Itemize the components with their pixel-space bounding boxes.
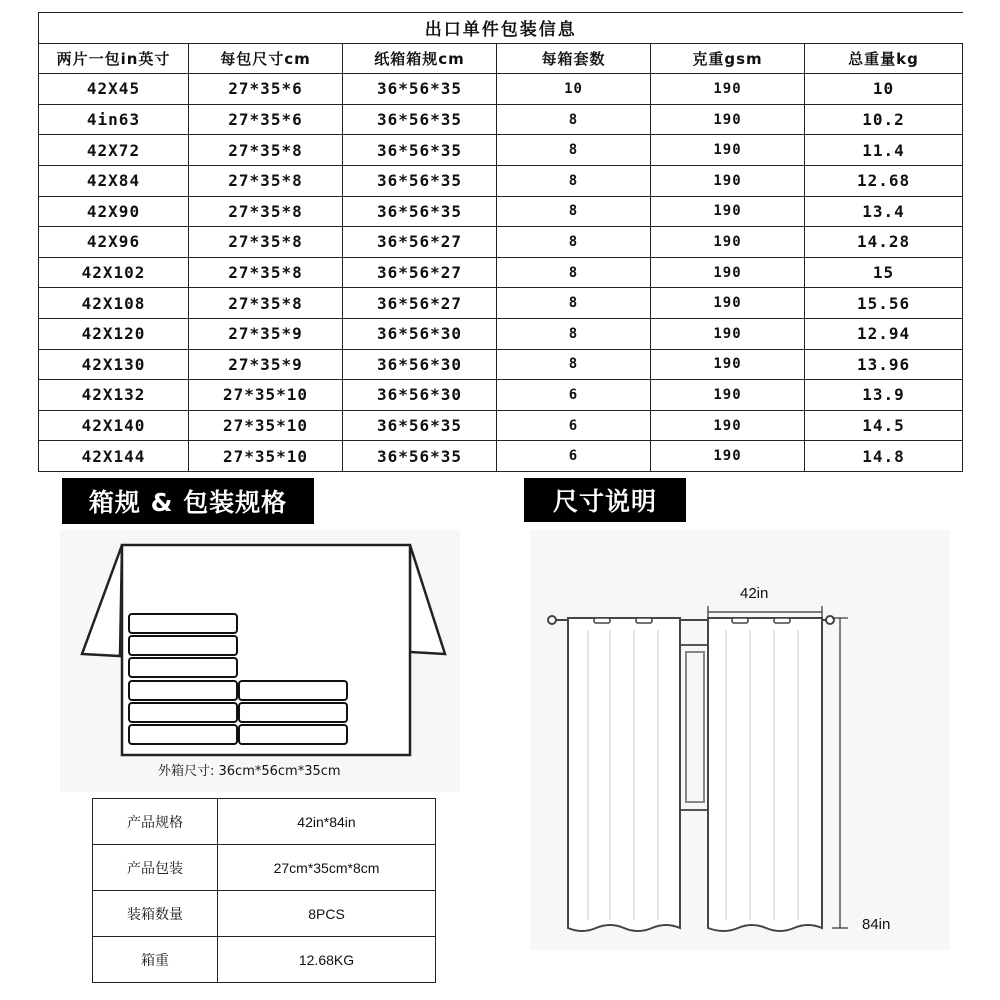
table-cell: 36*56*27 bbox=[343, 227, 497, 258]
table-cell: 8 bbox=[497, 227, 651, 258]
table-cell: 10 bbox=[805, 74, 963, 105]
table-cell: 15.56 bbox=[805, 288, 963, 319]
info-label: 箱重 bbox=[93, 937, 218, 983]
table-cell: 190 bbox=[651, 441, 805, 472]
table-cell: 27*35*6 bbox=[189, 74, 343, 105]
rod-end-left bbox=[548, 616, 556, 624]
width-dimension-line bbox=[708, 606, 822, 618]
table-cell: 13.4 bbox=[805, 196, 963, 227]
table-header-cell: 总重量kg bbox=[805, 43, 963, 74]
table-header-cell: 纸箱箱规cm bbox=[343, 43, 497, 74]
rod-end-right bbox=[826, 616, 834, 624]
info-value: 27cm*35cm*8cm bbox=[218, 845, 436, 891]
table-cell: 42X144 bbox=[39, 441, 189, 472]
pack-6 bbox=[129, 725, 237, 744]
table-cell: 190 bbox=[651, 135, 805, 166]
table-cell: 27*35*8 bbox=[189, 196, 343, 227]
pack-9 bbox=[239, 725, 347, 744]
table-cell: 14.28 bbox=[805, 227, 963, 258]
table-cell: 10.2 bbox=[805, 104, 963, 135]
right-flap bbox=[410, 545, 445, 654]
window-frame bbox=[680, 645, 710, 810]
table-cell: 27*35*10 bbox=[189, 380, 343, 411]
table-cell: 8 bbox=[497, 349, 651, 380]
table-row bbox=[39, 349, 963, 380]
pack-3 bbox=[129, 658, 237, 677]
table-cell: 190 bbox=[651, 318, 805, 349]
table-cell: 27*35*10 bbox=[189, 410, 343, 441]
table-cell: 8 bbox=[497, 104, 651, 135]
table-row bbox=[39, 410, 963, 441]
packing-spec-table bbox=[38, 12, 963, 472]
table-cell: 6 bbox=[497, 380, 651, 411]
table-cell: 27*35*8 bbox=[189, 288, 343, 319]
table-row bbox=[39, 318, 963, 349]
table-cell: 8 bbox=[497, 288, 651, 319]
carton-illustration bbox=[60, 530, 460, 792]
table-cell: 27*35*9 bbox=[189, 318, 343, 349]
info-value: 8PCS bbox=[218, 891, 436, 937]
info-row bbox=[93, 845, 436, 891]
right-curtain-panel bbox=[708, 618, 822, 931]
table-cell: 190 bbox=[651, 227, 805, 258]
pack-7 bbox=[239, 681, 347, 700]
pack-2 bbox=[129, 636, 237, 655]
table-cell: 8 bbox=[497, 318, 651, 349]
table-row bbox=[39, 441, 963, 472]
table-cell: 36*56*35 bbox=[343, 441, 497, 472]
carton-size-caption: 外箱尺寸: 36cm*56cm*35cm bbox=[158, 764, 341, 779]
info-row bbox=[93, 799, 436, 845]
table-cell: 36*56*27 bbox=[343, 257, 497, 288]
table-cell: 27*35*8 bbox=[189, 257, 343, 288]
table-cell: 27*35*8 bbox=[189, 135, 343, 166]
table-cell: 12.68 bbox=[805, 165, 963, 196]
left-curtain-panel bbox=[568, 618, 680, 931]
table-cell: 27*35*9 bbox=[189, 349, 343, 380]
table-row bbox=[39, 165, 963, 196]
table-row bbox=[39, 257, 963, 288]
table-cell: 42X120 bbox=[39, 318, 189, 349]
table-cell: 36*56*30 bbox=[343, 318, 497, 349]
table-cell: 42X140 bbox=[39, 410, 189, 441]
table-caption-row bbox=[39, 13, 963, 44]
width-label: 42in bbox=[740, 585, 769, 602]
table-cell: 4in63 bbox=[39, 104, 189, 135]
table-cell: 190 bbox=[651, 349, 805, 380]
table-cell: 27*35*8 bbox=[189, 227, 343, 258]
table-row bbox=[39, 288, 963, 319]
table-cell: 190 bbox=[651, 74, 805, 105]
table-cell: 190 bbox=[651, 104, 805, 135]
table-cell: 42X72 bbox=[39, 135, 189, 166]
table-cell: 27*35*6 bbox=[189, 104, 343, 135]
table-cell: 36*56*35 bbox=[343, 196, 497, 227]
table-row bbox=[39, 227, 963, 258]
table-cell: 14.8 bbox=[805, 441, 963, 472]
table-row bbox=[39, 380, 963, 411]
info-value: 12.68KG bbox=[218, 937, 436, 983]
table-cell: 36*56*35 bbox=[343, 74, 497, 105]
table-cell: 36*56*27 bbox=[343, 288, 497, 319]
table-cell: 42X132 bbox=[39, 380, 189, 411]
table-cell: 190 bbox=[651, 165, 805, 196]
table-header-cell: 克重gsm bbox=[651, 43, 805, 74]
table-header-row bbox=[39, 43, 963, 74]
table-cell: 42X45 bbox=[39, 74, 189, 105]
info-row bbox=[93, 937, 436, 983]
product-info-body bbox=[93, 799, 436, 983]
table-cell: 42X84 bbox=[39, 165, 189, 196]
info-value: 42in*84in bbox=[218, 799, 436, 845]
table-cell: 36*56*30 bbox=[343, 380, 497, 411]
table-cell: 13.96 bbox=[805, 349, 963, 380]
table-cell: 36*56*30 bbox=[343, 349, 497, 380]
pack-1 bbox=[129, 614, 237, 633]
table-cell: 8 bbox=[497, 196, 651, 227]
table-cell: 8 bbox=[497, 257, 651, 288]
table-cell: 42X102 bbox=[39, 257, 189, 288]
table-cell: 36*56*35 bbox=[343, 165, 497, 196]
table-cell: 42X90 bbox=[39, 196, 189, 227]
size-heading: 尺寸说明 bbox=[524, 478, 686, 522]
table-row bbox=[39, 104, 963, 135]
table-header-cell: 每箱套数 bbox=[497, 43, 651, 74]
table-cell: 190 bbox=[651, 410, 805, 441]
table-cell: 42X130 bbox=[39, 349, 189, 380]
info-row bbox=[93, 891, 436, 937]
info-label: 产品包装 bbox=[93, 845, 218, 891]
table-row bbox=[39, 135, 963, 166]
table-cell: 6 bbox=[497, 441, 651, 472]
table-cell: 12.94 bbox=[805, 318, 963, 349]
table-cell: 13.9 bbox=[805, 380, 963, 411]
table-cell: 27*35*8 bbox=[189, 165, 343, 196]
table-caption: 出口单件包装信息 bbox=[39, 13, 963, 44]
pack-4 bbox=[129, 681, 237, 700]
table-row bbox=[39, 74, 963, 105]
table-cell: 14.5 bbox=[805, 410, 963, 441]
table-cell: 42X96 bbox=[39, 227, 189, 258]
table-row bbox=[39, 196, 963, 227]
table-cell: 36*56*35 bbox=[343, 410, 497, 441]
table-cell: 36*56*35 bbox=[343, 104, 497, 135]
table-cell: 190 bbox=[651, 257, 805, 288]
pack-5 bbox=[129, 703, 237, 722]
info-label: 产品规格 bbox=[93, 799, 218, 845]
packing-heading: 箱规 & 包装规格 bbox=[62, 478, 314, 524]
table-cell: 190 bbox=[651, 380, 805, 411]
product-info-table bbox=[92, 798, 436, 983]
table-cell: 10 bbox=[497, 74, 651, 105]
table-cell: 11.4 bbox=[805, 135, 963, 166]
table-body bbox=[39, 74, 963, 472]
table-header-cell: 两片一包in英寸 bbox=[39, 43, 189, 74]
table-cell: 6 bbox=[497, 410, 651, 441]
table-cell: 190 bbox=[651, 288, 805, 319]
height-dimension-line bbox=[832, 618, 848, 928]
height-label: 84in bbox=[862, 916, 891, 933]
table-cell: 36*56*35 bbox=[343, 135, 497, 166]
table-cell: 27*35*10 bbox=[189, 441, 343, 472]
table-cell: 42X108 bbox=[39, 288, 189, 319]
pack-8 bbox=[239, 703, 347, 722]
table-cell: 8 bbox=[497, 165, 651, 196]
table-cell: 190 bbox=[651, 196, 805, 227]
left-flap bbox=[82, 545, 122, 656]
table-header-cell: 每包尺寸cm bbox=[189, 43, 343, 74]
info-label: 装箱数量 bbox=[93, 891, 218, 937]
table-cell: 15 bbox=[805, 257, 963, 288]
table-cell: 8 bbox=[497, 135, 651, 166]
